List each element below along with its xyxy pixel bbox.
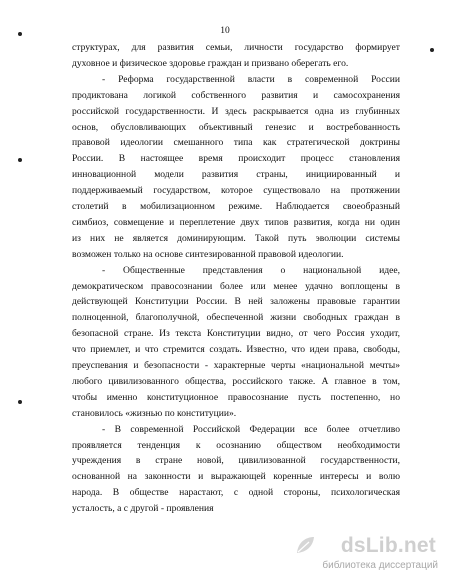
text-line: основанной на законности и выражающей коренные интересы и волю xyxy=(72,471,400,483)
binder-hole-dot xyxy=(430,48,434,52)
text-line: симбиоз, совмещение и переплетение двух типов развития, когда ни один xyxy=(72,216,400,228)
text-line: структурах, для развития семьи, личности государство формирует xyxy=(72,42,400,53)
text-line: - Реформа государственной власти в современной России xyxy=(102,73,400,85)
text-line: российской государственности. И здесь раскрывается одна из глубинных xyxy=(72,105,400,117)
binder-hole-dot xyxy=(18,158,22,162)
text-line: инновационной модели развития страны, инициированный и xyxy=(72,169,400,181)
text-line: полноценной, благополучной, обеспеченной жизни свободных граждан в xyxy=(72,312,400,324)
text-line: учреждения в стране новой, цивилизованной государственности, xyxy=(72,455,400,467)
page-number: 10 xyxy=(220,26,230,36)
text-line: безопасной стране. Из текста Конституции видно, от чего Россия уходит, xyxy=(72,328,400,340)
watermark xyxy=(294,530,444,578)
text-line: действующей Конституции России. В ней заложены правовые гарантии xyxy=(72,296,400,308)
watermark-subtitle: библиотека диссертаций xyxy=(322,560,438,571)
text-line: правовой идеологии смешанного типа как стратегической доктрины xyxy=(72,137,400,149)
text-line: что приемлет, и что стремится создать. Известно, что идеи права, свободы, xyxy=(72,344,400,356)
text-line: возможен только на основе синтезированной правовой идеологии. xyxy=(72,248,344,260)
text-line: из них не является доминирующим. Такой путь эволюции системы xyxy=(72,232,400,244)
text-line: - Общественные представления о национальной идее, xyxy=(102,264,400,276)
text-line: продиктована логикой собственного развития и самосохранения xyxy=(72,89,400,101)
text-line: становилось «жизнью по конституции». xyxy=(72,407,237,419)
text-line: любого цивилизованного общества, российского также. А главное в том, xyxy=(72,375,400,387)
binder-hole-dot xyxy=(18,32,22,36)
text-line: поддерживаемый государством, которое существовало на протяжении xyxy=(72,185,400,197)
binder-hole-dot xyxy=(18,400,22,404)
text-line: столетий в мобилизационном режиме. Наблюдается своеобразный xyxy=(72,201,400,212)
text-line: проявляется тенденция к осознанию обществом необходимости xyxy=(72,439,400,451)
text-line: преуспевания и безопасности - характерные черты «национальной мечты» xyxy=(72,360,400,371)
text-line: демократическом правосознании более или менее удачно воплощены в xyxy=(72,280,400,292)
text-line: основ, обусловливающих объективный генезис и востребованность xyxy=(72,121,400,133)
text-line: духовное и физическое здоровье граждан и призвано оберегать его. xyxy=(72,57,349,69)
text-line: - В современной Российской Федерации все более отчетливо xyxy=(102,423,400,435)
watermark-logo: dsLib.net xyxy=(340,534,436,557)
text-line: усталость, а с другой - проявления xyxy=(72,503,214,515)
text-line: народа. В обществе нарастают, с одной стороны, психологическая xyxy=(72,487,400,499)
text-line: России. В настоящее время происходит процесс становления xyxy=(72,153,400,165)
text-line: чтобы именно конституционное правосознание пусть постепенно, но xyxy=(72,391,400,403)
leaf-icon xyxy=(294,534,316,556)
